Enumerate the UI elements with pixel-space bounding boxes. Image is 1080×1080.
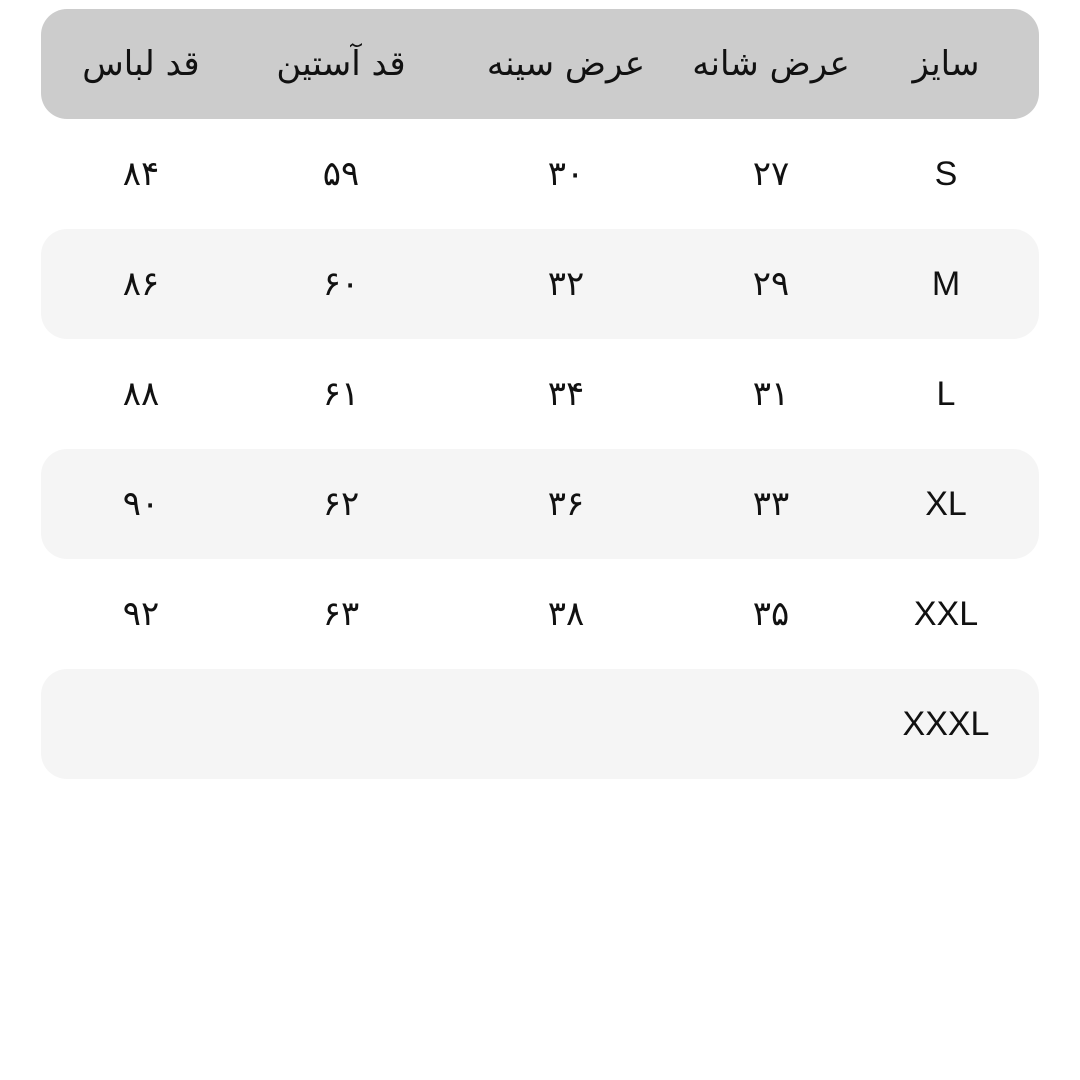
cell-chest-width: ۳۶: [547, 484, 585, 524]
cell-size: XXL: [913, 595, 979, 633]
size-chart-table: [41, 9, 1039, 779]
cell-garment-length: ۸۶: [122, 264, 160, 304]
cell-shoulder-width: ۳۱: [752, 374, 790, 414]
table-header-row: [41, 9, 1039, 119]
cell-shoulder-width: ۳۵: [752, 594, 790, 634]
table-row: [41, 669, 1039, 779]
cell-garment-length: [41, 669, 241, 779]
table-row: [41, 229, 1039, 339]
header-sleeve-length: قد آستین: [276, 44, 406, 84]
cell-shoulder-width: [666, 669, 876, 779]
cell-size: S: [934, 155, 958, 193]
cell-shoulder-width: ۲۷: [752, 154, 790, 194]
cell-chest-width: [466, 669, 666, 779]
cell-shoulder-width: ۲۹: [752, 264, 790, 304]
cell-sleeve-length: ۶۳: [322, 594, 360, 634]
table-row: [41, 449, 1039, 559]
cell-size: XL: [925, 485, 967, 523]
cell-sleeve-length: [241, 669, 441, 779]
cell-chest-width: ۳۲: [547, 264, 585, 304]
cell-chest-width: ۳۸: [547, 594, 585, 634]
cell-sleeve-length: ۶۲: [322, 484, 360, 524]
cell-sleeve-length: ۶۱: [322, 374, 360, 414]
header-shoulder-width: عرض شانه: [692, 44, 850, 84]
table-row: [41, 339, 1039, 449]
cell-sleeve-length: ۶۰: [322, 264, 360, 304]
cell-chest-width: ۳۰: [547, 154, 585, 194]
cell-chest-width: ۳۴: [547, 374, 585, 414]
cell-shoulder-width: ۳۳: [752, 484, 790, 524]
cell-sleeve-length: ۵۹: [322, 154, 360, 194]
cell-garment-length: ۸۴: [122, 154, 160, 194]
cell-size: XXXL: [902, 705, 990, 743]
cell-garment-length: ۹۲: [122, 594, 160, 634]
table-row: [41, 119, 1039, 229]
cell-size: M: [931, 265, 961, 303]
header-garment-length: قد لباس: [82, 44, 200, 84]
cell-size: L: [936, 375, 956, 413]
table-row: [41, 559, 1039, 669]
cell-garment-length: ۹۰: [122, 484, 160, 524]
header-chest-width: عرض سینه: [486, 44, 646, 84]
cell-garment-length: ۸۸: [122, 374, 160, 414]
header-size: سایز: [912, 44, 980, 84]
